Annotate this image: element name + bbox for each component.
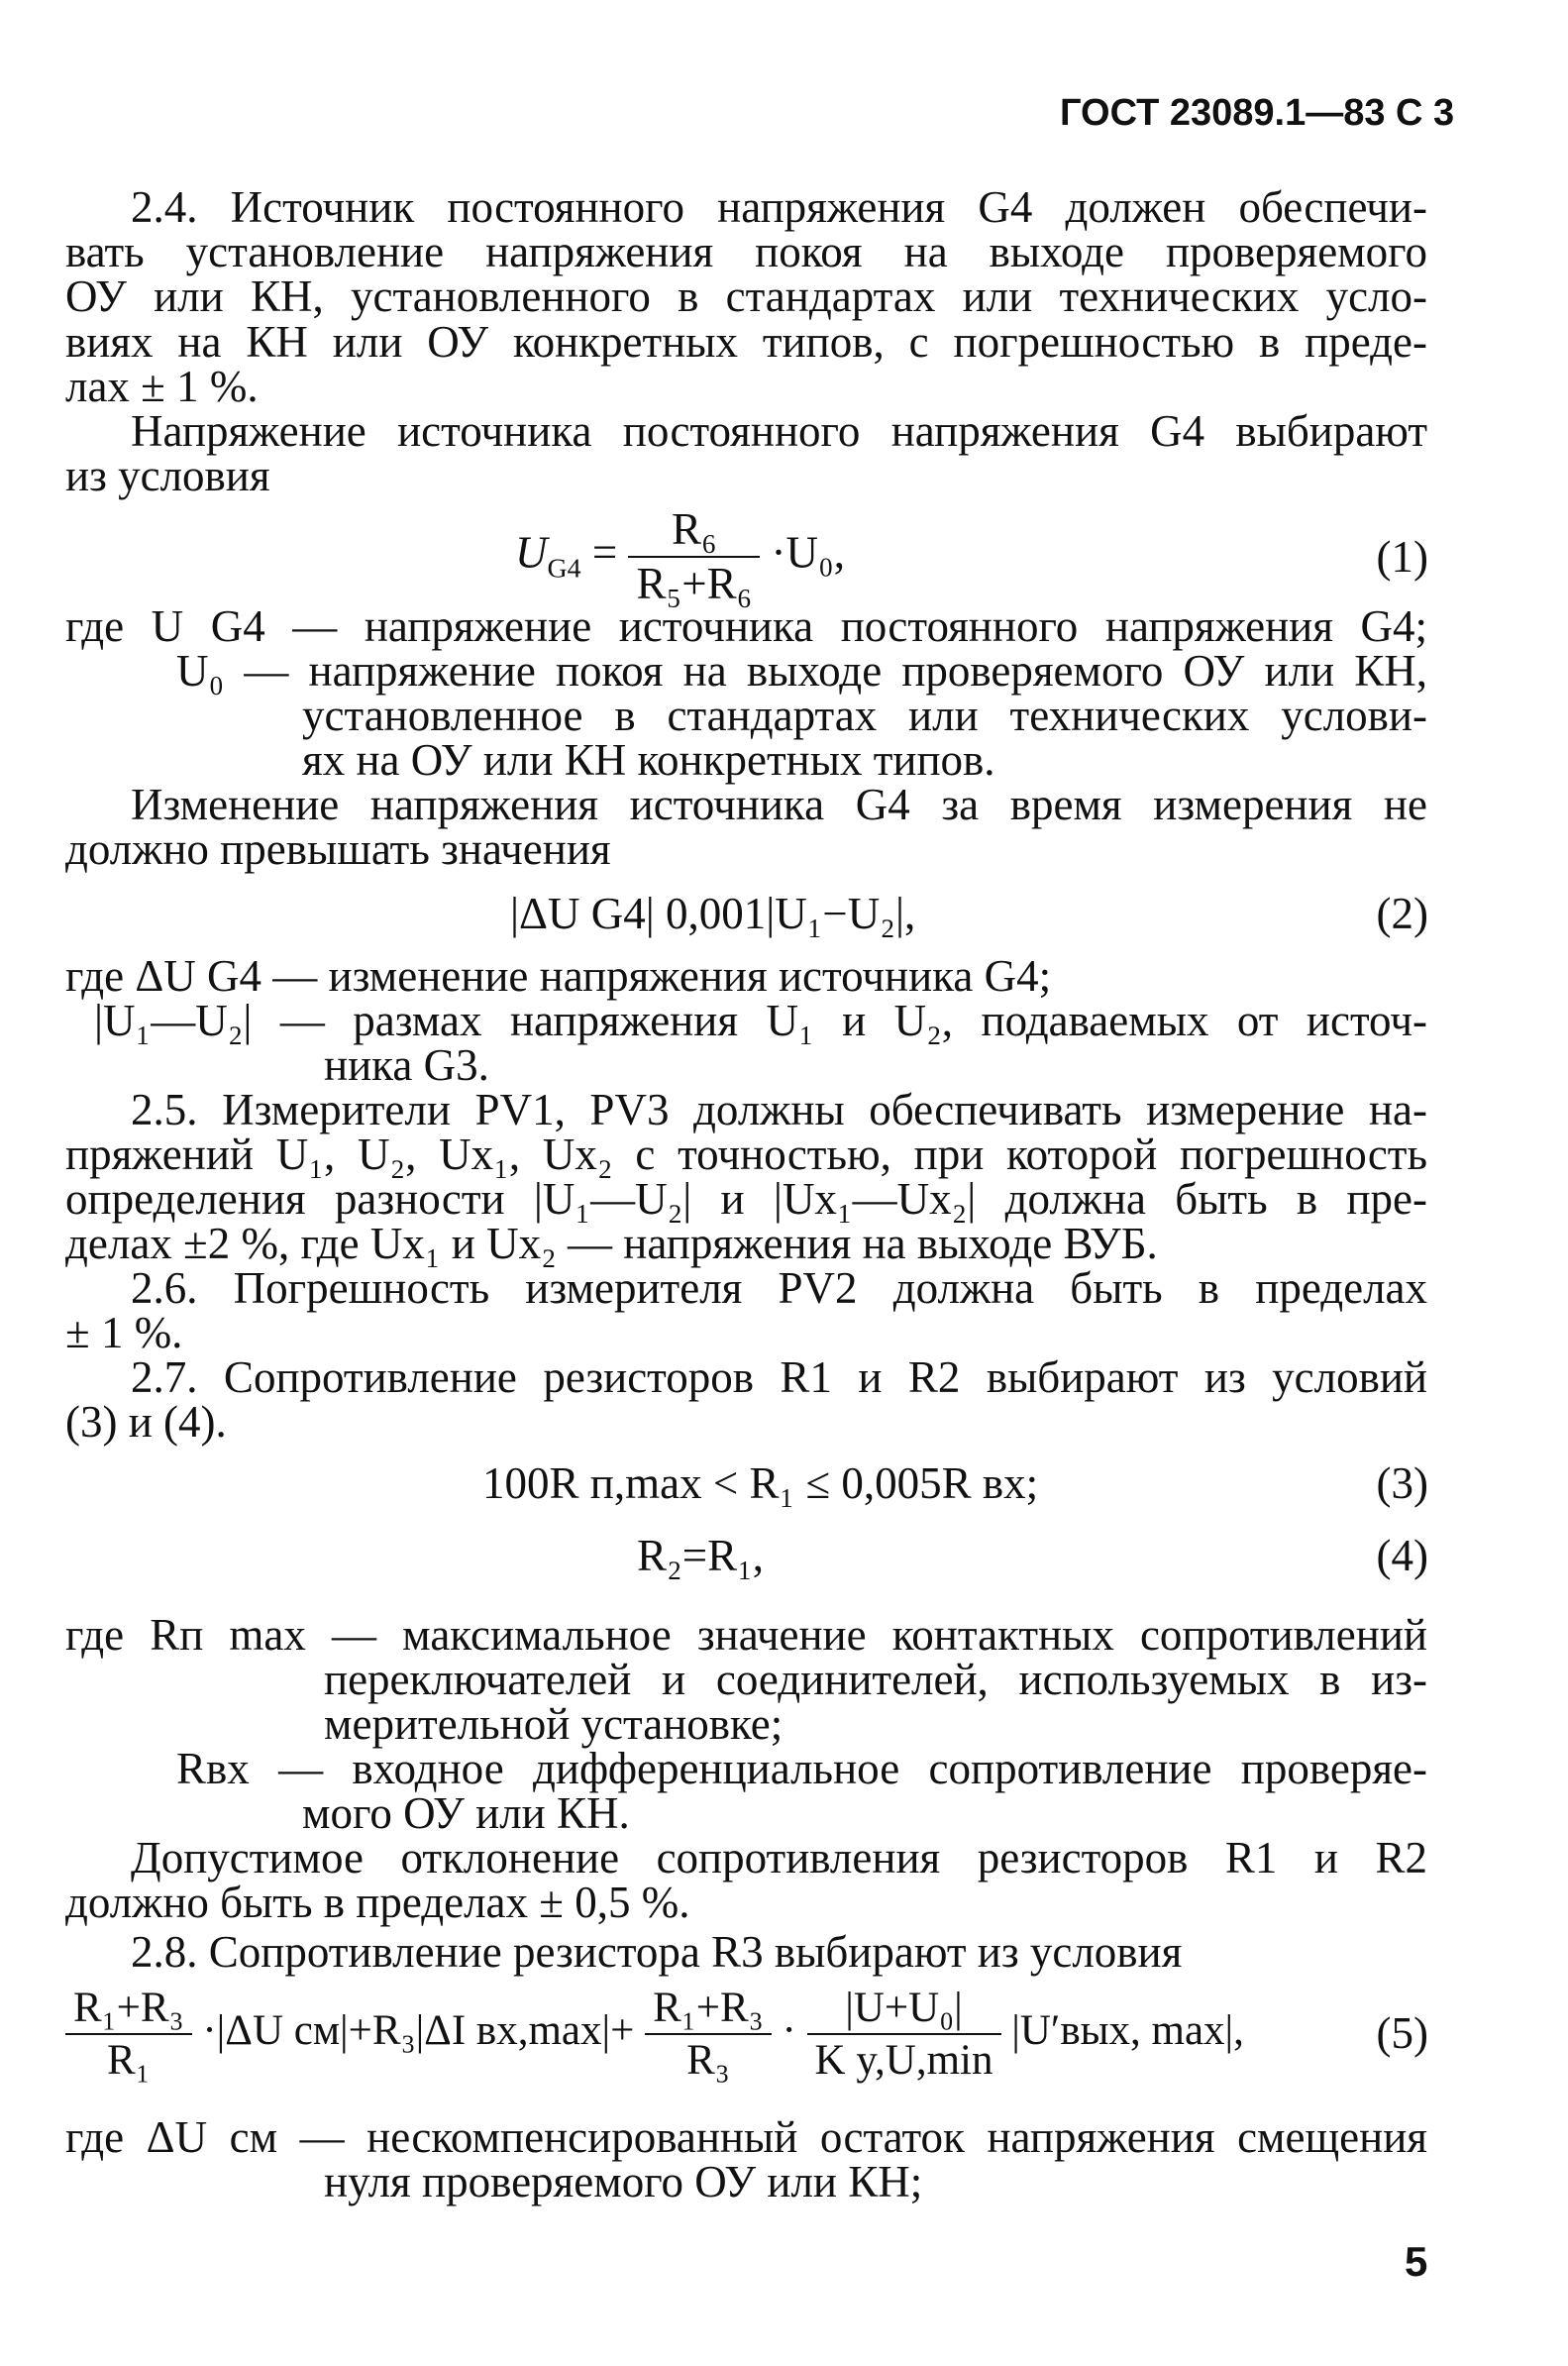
text-line: определения разности |U₁—U₂| и |Ux₁—Ux₂| должна быть в пре- [65, 1174, 1427, 1224]
text-line: (3) и (4). [65, 1397, 227, 1447]
formula-fraction [645, 1987, 772, 2082]
text-line: ях на ОУ или КН конкретных типов. [302, 735, 995, 785]
formula-rhs: ·U₀, [771, 527, 845, 578]
text-line: переключателей и соединителей, используемых в из- [324, 1655, 1427, 1704]
formula-5 [65, 1987, 1244, 2082]
text-line: лах ± 1 %. [65, 362, 259, 411]
formula-1 [515, 504, 845, 608]
text-line: установленное в стандартах или технических услови- [302, 691, 1427, 740]
formula-dot: · [782, 2006, 796, 2054]
text-line: ± 1 %. [65, 1308, 183, 1357]
fraction-denominator: R₅+R₆ [636, 559, 753, 608]
fraction-numerator: R₁+R₃ [645, 1987, 772, 2035]
text-line: делах ±2 %, где Ux₁ и Ux₂ — напряжения на выходе ВУБ. [65, 1219, 1158, 1268]
fraction-denominator: K y,U,min [814, 2037, 993, 2084]
text-line: 2.7. Сопротивление резисторов R1 и R2 выбирают из условий [131, 1352, 1427, 1402]
fraction-numerator: R₁+R₃ [65, 1987, 192, 2035]
text-line: вать установление напряжения покоя на выходе проверяемого [65, 227, 1427, 276]
text-line: U₀ — напряжение покоя на выходе проверяемого ОУ или КН, [176, 646, 1427, 696]
equation-number: (2) [1376, 889, 1428, 938]
text-line: где U G4 — напряжение источника постоянного напряжения G4; [65, 601, 1427, 651]
formula-4: R₂=R₁, [637, 1531, 765, 1580]
equation-number: (5) [1376, 2008, 1428, 2058]
text-line: ОУ или КН, установленного в стандартах или технических усло- [65, 271, 1427, 321]
text-line: Изменение напряжения источника G4 за время измерения не [131, 780, 1427, 829]
text-line: ника G3. [324, 1040, 489, 1090]
text-line: нуля проверяемого ОУ или КН; [324, 2157, 923, 2206]
page-header: ГОСТ 23089.1—83 С 3 [1060, 92, 1455, 134]
page-number: 5 [1405, 2238, 1428, 2285]
text-line: 2.5. Измерители PV1, PV3 должны обеспечивать измерение на- [131, 1085, 1427, 1134]
text-line: где ΔU G4 — изменение напряжения источника G4; [65, 951, 1052, 1001]
text-line: 2.4. Источник постоянного напряжения G4 должен обеспечи- [131, 182, 1427, 232]
formula-fraction [807, 1987, 1001, 2082]
equation-number: (1) [1376, 532, 1428, 582]
fraction-numerator: R₆ [628, 507, 760, 558]
equation-number: (3) [1376, 1458, 1428, 1508]
text-line: 2.6. Погрешность измерителя PV2 должна быть в пределах [131, 1263, 1427, 1313]
text-line: Допустимое отклонение сопротивления резисторов R1 и R2 [131, 1833, 1427, 1882]
text-line: мого ОУ или КН. [302, 1788, 630, 1838]
formula-fraction [65, 1987, 192, 2082]
formula-equals: = [591, 527, 618, 578]
text-line: 2.8. Сопротивление резистора R3 выбирают из условия [131, 1927, 1183, 1977]
formula-fraction [628, 504, 760, 608]
formula-term: ·|ΔU см|+R₃|ΔI вх,max|+ [202, 2006, 635, 2054]
text-line: где ΔU см — нескомпенсированный остаток напряжения смещения [65, 2112, 1427, 2162]
formula-2: |ΔU G4| 0,001|U₁−U₂|, [510, 889, 916, 938]
equation-number: (4) [1376, 1531, 1428, 1580]
formula-term: |U′вых, max|, [1011, 2006, 1244, 2054]
text-line: где Rп max — максимальное значение контактных сопротивлений [65, 1610, 1427, 1660]
text-line: Rвх — входное дифференциальное сопротивление проверяе- [176, 1744, 1427, 1793]
formula-3: 100R п,max < R₁ ≤ 0,005R вх; [482, 1458, 1039, 1508]
formula-subscript: G4 [547, 553, 581, 585]
text-line: пряжений U₁, U₂, Ux₁, Ux₂ с точностью, при которой погрешность [65, 1129, 1427, 1179]
text-line: |U₁—U₂| — размах напряжения U₁ и U₂, подаваемых от источ- [94, 996, 1427, 1045]
text-line: Напряжение источника постоянного напряжения G4 выбирают [131, 406, 1427, 456]
text-line: виях на КН или ОУ конкретных типов, с погрешностью в преде- [65, 317, 1427, 367]
fraction-denominator: R₁ [106, 2037, 151, 2084]
text-line: должно превышать значения [65, 824, 611, 874]
formula-symbol: U [515, 527, 548, 578]
text-line: мерительной установке; [324, 1699, 784, 1749]
text-line: должно быть в пределах ± 0,5 %. [65, 1878, 690, 1927]
text-line: из условия [65, 451, 270, 500]
fraction-denominator: R₃ [686, 2037, 730, 2084]
fraction-numerator: |U+U₀| [807, 1987, 1001, 2035]
